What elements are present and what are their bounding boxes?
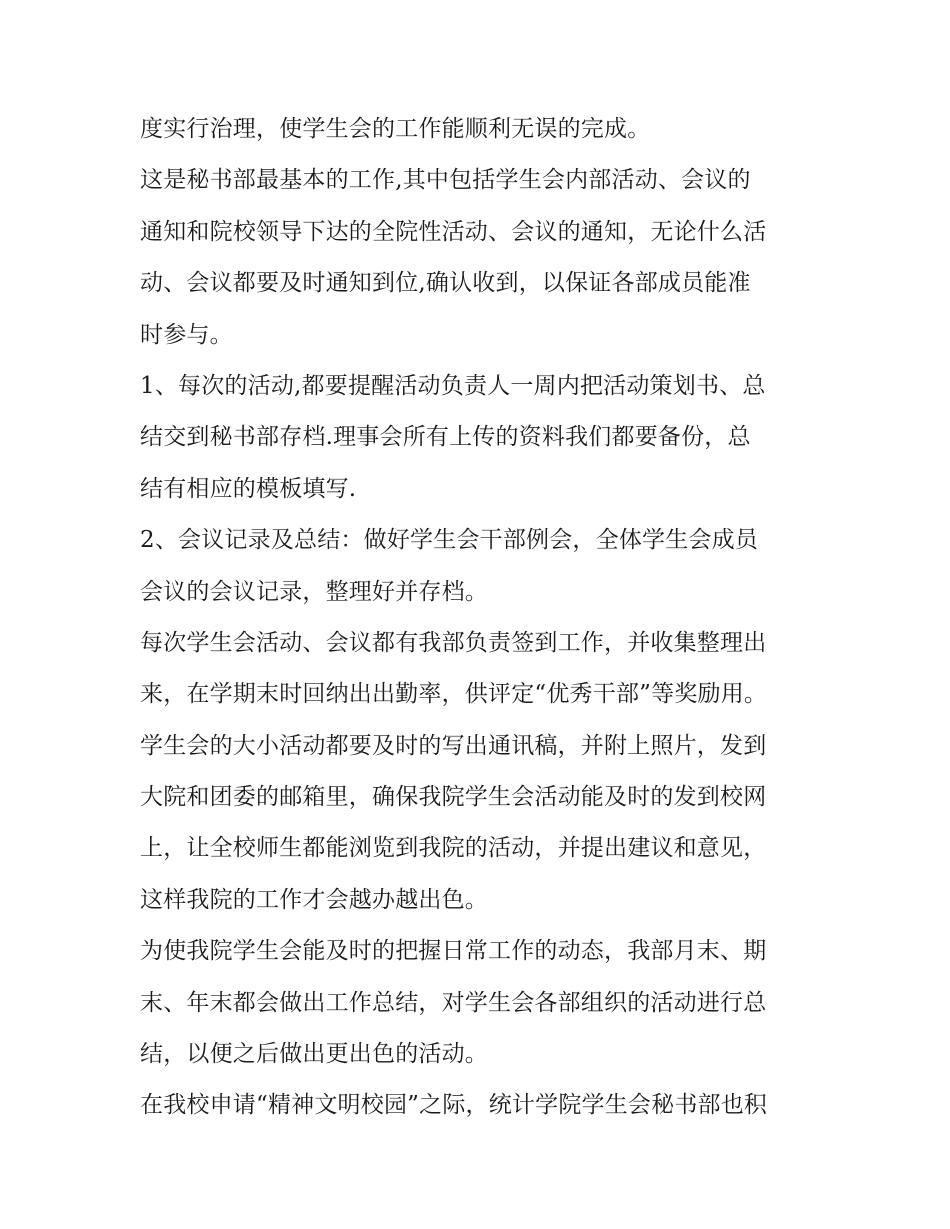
text-line: 这是秘书部最基本的工作,其中包括学生会内部活动、会议的 (140, 167, 751, 194)
text-line: 1、每次的活动,都要提醒活动负责人一周内把活动策划书、总 (140, 372, 766, 399)
text-line: 通知和院校领导下达的全院性活动、会议的通知，无论什么活 (140, 218, 767, 245)
text-line: 每次学生会活动、会议都有我部负责签到工作，并收集整理出 (140, 629, 767, 656)
text-line: 为使我院学生会能及时的把握日常工作的动态，我部月末、期 (140, 938, 767, 965)
text-line: 大院和团委的邮箱里，确保我院学生会活动能及时的发到校网 (140, 784, 767, 811)
document-body (140, 104, 820, 1132)
text-line: 结交到秘书部存档.理事会所有上传的资料我们都要备份，总 (140, 424, 751, 451)
text-line: 结有相应的模板填写. (140, 475, 357, 502)
text-line: 度实行治理，使学生会的工作能顺利无误的完成。 (140, 116, 651, 142)
text-line: 末、年末都会做出工作总结，对学生会各部组织的活动进行总 (140, 989, 767, 1016)
text-line: 时参与。 (140, 321, 233, 348)
text-line: 来，在学期末时回纳出出勤率，供评定“优秀干部”等奖励用。 (140, 681, 768, 708)
text-line: 结，以便之后做出更出色的活动。 (140, 1041, 488, 1068)
text-line: 动、会议都要及时通知到位,确认收到，以保证各部成员能准 (140, 270, 751, 297)
text-line: 这样我院的工作才会越办越出色。 (140, 886, 488, 913)
text-line: 学生会的大小活动都要及时的写出通讯稿，并附上照片，发到 (140, 732, 767, 759)
text-line: 上，让全校师生都能浏览到我院的活动，并提出建议和意见， (140, 835, 767, 862)
text-line: 2、会议记录及总结：做好学生会干部例会，全体学生会成员 (140, 527, 759, 554)
text-line: 会议的会议记录，整理好并存档。 (140, 578, 488, 605)
text-line: 在我校申请“精神文明校园”之际，统计学院学生会秘书部也积 (140, 1092, 768, 1119)
